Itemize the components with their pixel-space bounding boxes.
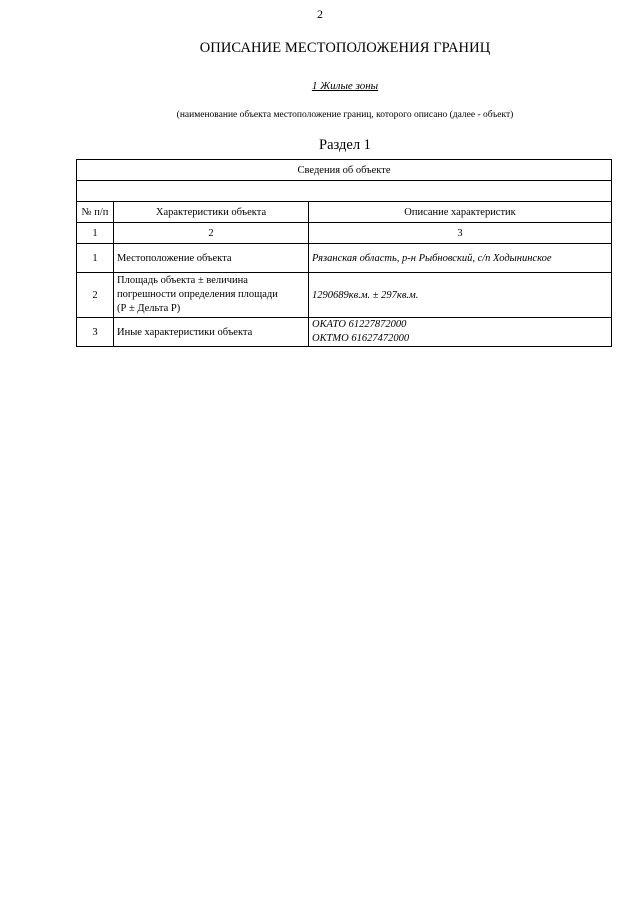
- row-characteristic: [114, 273, 309, 318]
- column-number-3: 3: [309, 223, 612, 244]
- table-row: [77, 273, 612, 318]
- object-info-table: [76, 159, 612, 347]
- row-characteristic: Местоположение объекта: [114, 244, 309, 273]
- row-description: Рязанская область, р-н Рыбновский, с/п Ходынинское: [309, 244, 612, 273]
- row-characteristic-line: Площадь объекта ± величина: [117, 275, 248, 286]
- table-spacer-cell: [77, 181, 612, 202]
- column-header-number: № п/п: [77, 202, 114, 223]
- row-number: 1: [77, 244, 114, 273]
- object-caption: (наименование объекта местоположение границ, которого описано (далее - объект): [176, 110, 514, 120]
- table-header-row: [77, 160, 612, 181]
- row-description: [309, 318, 612, 347]
- page-number: 2: [317, 7, 323, 21]
- column-number-1: 1: [77, 223, 114, 244]
- column-header-description: Описание характеристик: [309, 202, 612, 223]
- row-number: 3: [77, 318, 114, 347]
- object-name-text: 1 Жилые зоны: [311, 80, 379, 92]
- object-name: [0, 80, 640, 92]
- table-column-numbers-row: [77, 223, 612, 244]
- row-characteristic: Иные характеристики объекта: [114, 318, 309, 347]
- table-columns-row: [77, 202, 612, 223]
- table-row: [77, 244, 612, 273]
- row-description-line: ОКТМО 61627472000: [312, 333, 410, 344]
- row-characteristic-line: погрешности определения площади: [117, 289, 278, 300]
- row-description-line: ОКАТО 61227872000: [312, 319, 407, 330]
- table-spacer-row: [77, 181, 612, 202]
- column-header-characteristic: Характеристики объекта: [114, 202, 309, 223]
- table-header: Сведения об объекте: [77, 160, 612, 181]
- document-title: ОПИСАНИЕ МЕСТОПОЛОЖЕНИЯ ГРАНИЦ: [199, 40, 491, 56]
- row-characteristic-line: (Р ± Дельта Р): [117, 303, 181, 314]
- section-title: Раздел 1: [319, 137, 371, 153]
- column-number-2: 2: [114, 223, 309, 244]
- table-row: [77, 318, 612, 347]
- row-number: 2: [77, 273, 114, 318]
- row-description: 1290689кв.м. ± 297кв.м.: [309, 273, 612, 318]
